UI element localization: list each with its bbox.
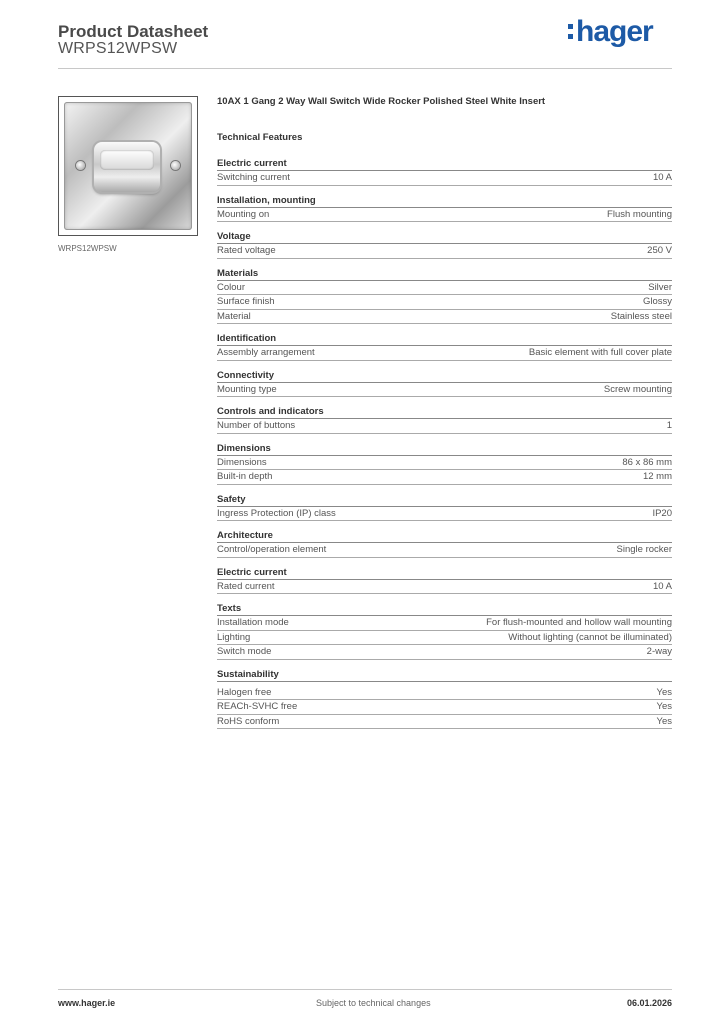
spec-group	[217, 567, 672, 595]
spec-group	[217, 406, 672, 434]
spec-value: Silver	[648, 281, 672, 293]
spec-value: 86 x 86 mm	[622, 456, 672, 468]
spec-group-title: Identification	[217, 333, 672, 346]
spec-label: Ingress Protection (IP) class	[217, 507, 336, 519]
spec-group	[217, 669, 672, 730]
spec-group	[217, 494, 672, 522]
spec-row	[217, 244, 672, 259]
spec-label: Material	[217, 310, 251, 322]
spec-row	[217, 686, 672, 701]
spec-row	[217, 543, 672, 558]
spec-group-title: Dimensions	[217, 443, 672, 456]
rocker-icon	[94, 142, 160, 192]
logo-dots-icon	[568, 24, 574, 44]
spec-value: Glossy	[642, 296, 672, 307]
spec-row	[217, 715, 672, 730]
spec-group-title: Voltage	[217, 231, 672, 244]
spec-label: RoHS conform	[217, 715, 280, 727]
spec-value: 12 mm	[642, 471, 672, 482]
spec-value: Yes	[656, 686, 672, 698]
spec-group	[217, 370, 672, 398]
spec-value: For flush-mounted and hollow wall mounting	[486, 617, 672, 628]
spec-group-title: Safety	[217, 494, 672, 507]
spec-row	[217, 419, 672, 434]
spec-label: Switching current	[217, 172, 290, 183]
spec-row	[217, 507, 672, 522]
spec-group	[217, 603, 672, 660]
spec-value: Yes	[656, 715, 672, 727]
spec-value: 1	[666, 420, 672, 431]
spec-value: 10 A	[652, 580, 672, 592]
header-divider	[58, 68, 672, 69]
spec-row	[217, 580, 672, 595]
spec-group	[217, 333, 672, 361]
spec-row	[217, 616, 672, 631]
spec-group-title: Connectivity	[217, 370, 672, 383]
spec-label: Number of buttons	[217, 420, 296, 431]
footer-note: Subject to technical changes	[316, 998, 431, 1008]
spec-label: Mounting type	[217, 383, 277, 395]
footer-date: 06.01.2026	[626, 998, 672, 1008]
product-image	[58, 96, 198, 236]
screw-icon	[171, 161, 180, 170]
spec-group-title: Controls and indicators	[217, 406, 672, 419]
spec-group	[217, 158, 672, 186]
spec-group	[217, 231, 672, 259]
spec-group	[217, 195, 672, 223]
product-code: WRPS12WPSW	[58, 40, 178, 57]
product-name: 10AX 1 Gang 2 Way Wall Switch Wide Rocker Polished Steel White Insert	[217, 96, 546, 107]
spec-value: Without lighting (cannot be illuminated)	[508, 631, 672, 643]
spec-label: Installation mode	[217, 617, 289, 628]
hager-logo	[568, 15, 653, 49]
spec-label: Control/operation element	[217, 544, 327, 555]
spec-label: Surface finish	[217, 296, 275, 307]
spec-value: 2-way	[646, 646, 672, 657]
image-caption: WRPS12WPSW	[58, 244, 117, 253]
spec-row	[217, 631, 672, 646]
footer-website: www.hager.ie	[58, 998, 116, 1008]
spec-value: Flush mounting	[607, 208, 672, 220]
spec-value: 10 A	[652, 172, 672, 183]
spec-value: Screw mounting	[603, 383, 672, 395]
spec-label: Lighting	[217, 631, 251, 643]
spec-group	[217, 268, 672, 325]
spec-value: 250 V	[647, 245, 672, 256]
footer-divider	[58, 989, 672, 990]
spec-row	[217, 645, 672, 660]
spec-label: Rated current	[217, 580, 275, 592]
spec-label: Rated voltage	[217, 245, 276, 256]
spec-group-title: Electric current	[217, 158, 672, 171]
spec-label: Switch mode	[217, 646, 272, 657]
spec-group-title: Materials	[217, 268, 672, 281]
spec-row	[217, 383, 672, 398]
spec-group-title: Texts	[217, 603, 672, 616]
spec-row	[217, 700, 672, 715]
spec-label: Halogen free	[217, 686, 272, 698]
spec-label: Mounting on	[217, 208, 270, 220]
spec-row	[217, 208, 672, 223]
spec-group-title: Electric current	[217, 567, 672, 580]
spec-label: REACh-SVHC free	[217, 701, 298, 712]
spec-group-title: Sustainability	[217, 669, 672, 682]
spec-group	[217, 530, 672, 558]
spec-row	[217, 310, 672, 325]
page-title: Product Datasheet	[58, 22, 209, 41]
logo-text: hager	[576, 15, 653, 48]
spec-group-title: Architecture	[217, 530, 672, 543]
screw-icon	[76, 161, 85, 170]
spec-label: Assembly arrangement	[217, 347, 315, 358]
spec-value: Yes	[656, 701, 672, 712]
spec-row	[217, 281, 672, 296]
spec-value: Basic element with full cover plate	[528, 347, 672, 358]
spec-label: Dimensions	[217, 456, 267, 468]
spec-row	[217, 295, 672, 310]
spec-label: Colour	[217, 281, 245, 293]
switch-plate-icon	[64, 102, 192, 230]
spec-group	[217, 443, 672, 485]
spec-groups	[217, 158, 672, 729]
technical-features-title: Technical Features	[217, 132, 303, 143]
spec-section	[217, 96, 672, 738]
spec-group-title: Installation, mounting	[217, 195, 672, 208]
spec-value: Single rocker	[616, 544, 672, 555]
spec-row	[217, 346, 672, 361]
spec-value: IP20	[652, 507, 672, 519]
spec-label: Built-in depth	[217, 471, 273, 482]
spec-row	[217, 171, 672, 186]
spec-row	[217, 456, 672, 471]
spec-row	[217, 470, 672, 485]
spec-value: Stainless steel	[610, 310, 672, 322]
